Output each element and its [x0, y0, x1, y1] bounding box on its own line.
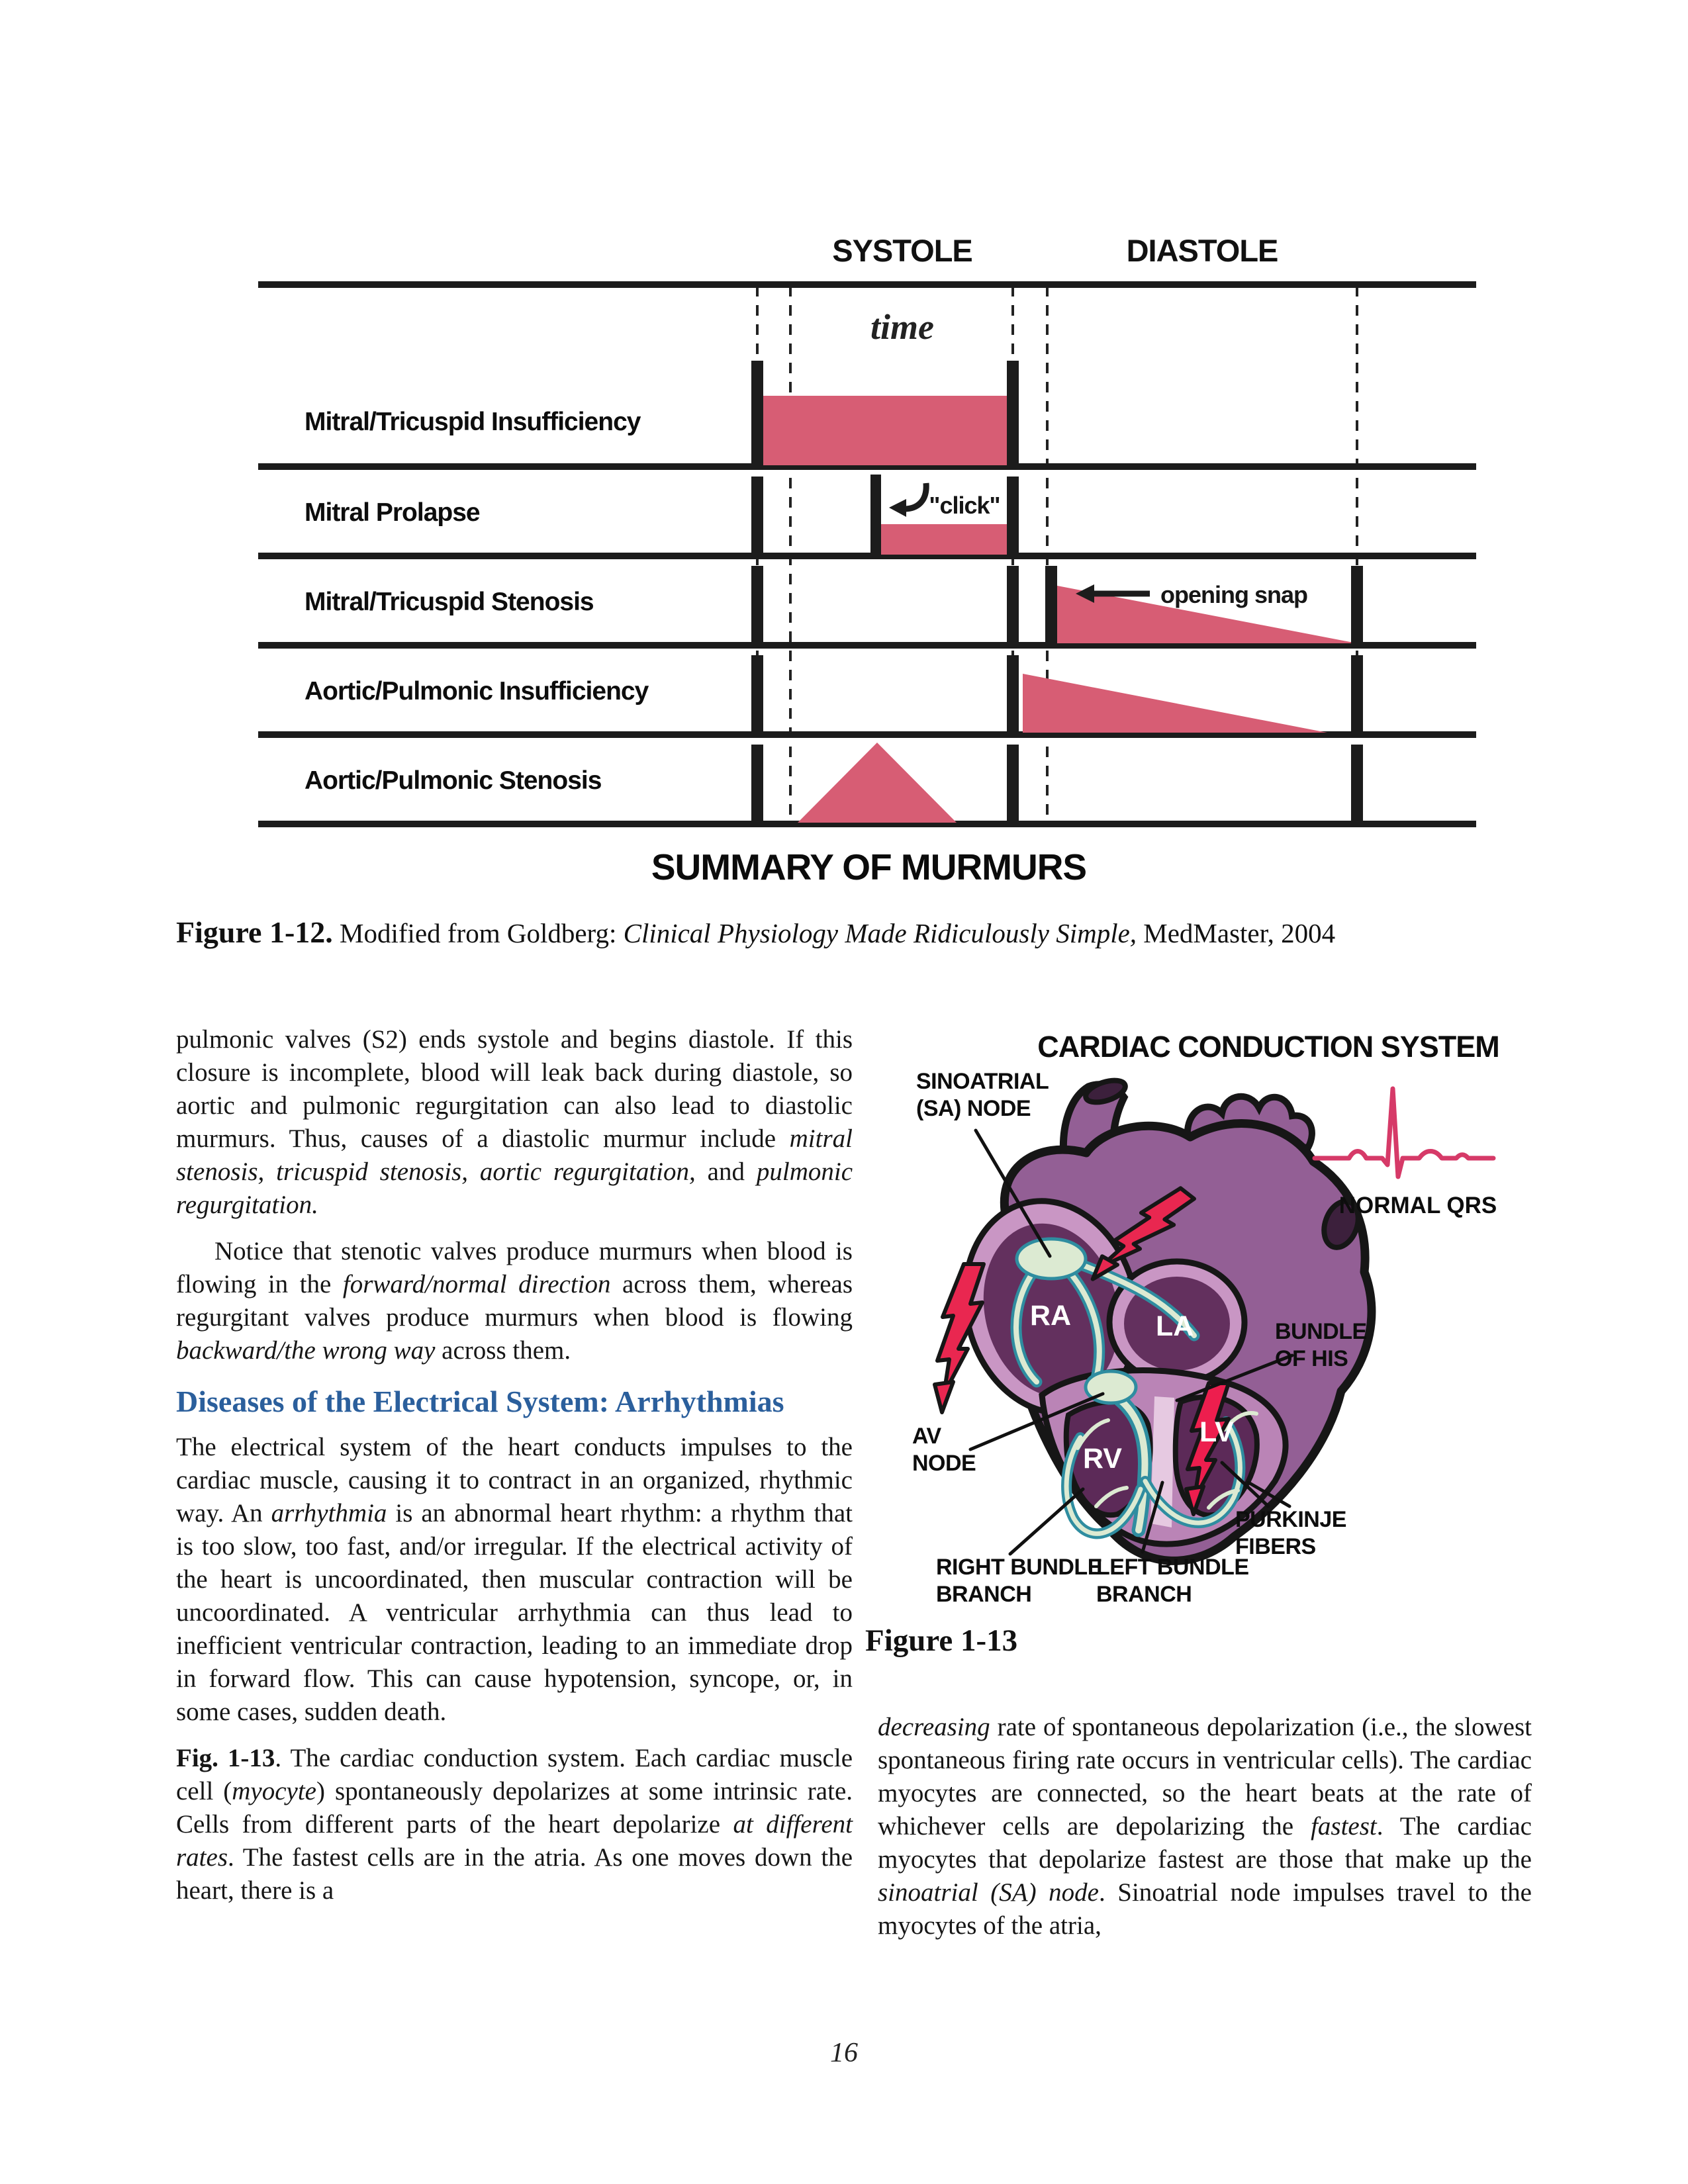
cardiac-conduction-figure: [878, 1026, 1533, 1608]
next-s1-bar: [1351, 655, 1363, 733]
row-label: Aortic/Pulmonic Insufficiency: [305, 677, 649, 705]
murmur-shape-diastolic-decrescendo: [1023, 674, 1327, 733]
av-node-label-line1: AV: [912, 1424, 941, 1449]
row-label: Aortic/Pulmonic Stenosis: [305, 766, 602, 795]
s2-bar: [1007, 361, 1019, 465]
murmur-shape-crescendo-decrescendo: [798, 743, 957, 823]
chamber-label-rv: RV: [1083, 1443, 1122, 1475]
paragraph-depolarization-rates: decreasing rate of spontaneous depolarization (i.e., the slowest spontaneous firing rate occurs in ventricular cells). The cardiac myocytes are connected, so the heart beats at the rate of whichever cells are depolarizing the fastest. The cardiac myocytes that depolarize fastest are those that make up the sinoatrial (SA) node. Sinoatrial node impulses travel to the myocytes of the atria,: [878, 1713, 1532, 1940]
murmur-shape-late-systolic: [881, 524, 1007, 555]
normal-qrs-ecg-trace: [1315, 1089, 1493, 1177]
s1-bar: [751, 361, 763, 465]
row-aortic-pulmonic-insufficiency: [305, 655, 1363, 733]
left-bundle-line1: LEFT BUNDLE: [1096, 1555, 1249, 1580]
conduction-figure-title: CARDIAC CONDUCTION SYSTEM: [1037, 1030, 1499, 1064]
next-s1-bar: [1351, 566, 1363, 644]
purkinje-line1: PURKINJE: [1235, 1507, 1346, 1532]
figure-1-12-caption: Figure 1-12. Modified from Goldberg: Clinical Physiology Made Ridiculously Simple, MedMaster, 2004: [176, 915, 1336, 949]
left-bundle-branch-label: [1096, 1554, 1249, 1608]
left-column: [176, 1023, 853, 1921]
paragraph-fig-1-13-caption: Fig. 1-13. The cardiac conduction system. Each cardiac muscle cell (myocyte) spontaneously depolarizes at some intrinsic rate. Cells from different parts of the heart depolarize at different rates. The fastest cells are in the atria. As one moves down the heart, there is a: [176, 1744, 853, 1905]
sa-node: [1017, 1239, 1086, 1279]
right-bundle-branch-label: [936, 1554, 1102, 1608]
paragraph-diastolic-murmurs: pulmonic valves (S2) ends systole and begins diastole. If this closure is incomplete, blood will leak back during diastole, so aortic and pulmonic regurgitation can also lead to diastolic murmurs. Thus, causes of a diastolic murmur include mitral stenosis, tricuspid stenosis, aortic regurgitation, and pulmonic regurgitation.: [176, 1025, 853, 1219]
murmur-timing-diagram: [255, 225, 1483, 834]
time-label: time: [870, 307, 934, 347]
chamber-label-ra: RA: [1030, 1300, 1072, 1332]
click-bar: [870, 475, 881, 555]
right-column: [878, 1711, 1532, 1956]
s2-bar: [1007, 745, 1019, 823]
s2-bar: [1007, 655, 1019, 733]
page-number: 16: [830, 2038, 858, 2068]
systole-header: SYSTOLE: [832, 233, 972, 268]
bundle-of-his-line2: OF HIS: [1275, 1346, 1348, 1371]
murmur-shape-holosystolic: [763, 396, 1007, 465]
right-bundle-line2: BRANCH: [936, 1582, 1032, 1607]
purkinje-fibers-label: [1235, 1506, 1346, 1561]
row-mitral-tricuspid-insufficiency: [305, 361, 1019, 465]
row-label: Mitral/Tricuspid Insufficiency: [305, 408, 641, 436]
right-bundle-line1: RIGHT BUNDLE: [936, 1555, 1102, 1580]
bundle-of-his-line1: BUNDLE: [1275, 1319, 1367, 1344]
row-aortic-pulmonic-stenosis: [305, 743, 1363, 823]
next-s1-bar: [1351, 745, 1363, 823]
av-node-label: [912, 1423, 976, 1477]
opening-snap-bar: [1045, 566, 1057, 644]
row-label: Mitral Prolapse: [305, 498, 480, 527]
av-node-label-line2: NODE: [912, 1451, 976, 1476]
row-rules: [258, 285, 1476, 824]
sa-node-label-line1: SINOATRIAL: [916, 1069, 1049, 1094]
s2-bar: [1007, 477, 1019, 555]
paragraph-electrical-system: The electrical system of the heart conducts impulses to the cardiac muscle, causing it to contract in an organized, rhythmic way. An arrhythmia is an abnormal heart rhythm: a rhythm that is too slow, too fast, and/or irregular. If the electrical activity of the heart is uncoordinated, then muscular contraction will be uncoordinated. A ventricular arrhythmia can thus lead to inefficient ventricular contraction, leading to an immediate drop in forward flow. This can cause hypotension, syncope, or, in some cases, sudden death.: [176, 1433, 853, 1726]
sa-node-label: [916, 1068, 1049, 1122]
murmur-figure-title: SUMMARY OF MURMURS: [651, 846, 1087, 887]
s1-bar: [751, 566, 763, 644]
s1-bar: [751, 655, 763, 733]
opening-snap-annotation: opening snap: [1160, 581, 1307, 608]
sa-node-label-line2: (SA) NODE: [916, 1096, 1031, 1121]
diastole-header: DIASTOLE: [1126, 233, 1278, 268]
click-arrowhead-icon: [889, 499, 906, 517]
s1-bar: [751, 745, 763, 823]
row-label: Mitral/Tricuspid Stenosis: [305, 588, 594, 616]
purkinje-line2: FIBERS: [1235, 1534, 1316, 1559]
bundle-of-his-label: [1275, 1318, 1367, 1373]
row-mitral-prolapse: [305, 475, 1019, 555]
s1-bar: [751, 477, 763, 555]
section-heading-arrhythmias: Diseases of the Electrical System: Arrhythmias: [176, 1385, 784, 1418]
row-mitral-tricuspid-stenosis: [305, 566, 1363, 644]
click-annotation: "click": [929, 492, 1000, 519]
paragraph-stenotic-vs-regurgitant: Notice that stenotic valves produce murmurs when blood is flowing in the forward/normal direction across them, whereas regurgitant valves produce murmurs when blood is flowing backward/the wrong way across them.: [176, 1237, 853, 1365]
s2-bar: [1007, 566, 1019, 644]
normal-qrs-label: NORMAL QRS: [1338, 1193, 1497, 1218]
left-bundle-line2: BRANCH: [1096, 1582, 1192, 1607]
chamber-label-lv: LV: [1199, 1416, 1234, 1448]
figure-1-13-label: Figure 1-13: [865, 1623, 1018, 1658]
chamber-label-la: LA: [1156, 1310, 1194, 1342]
